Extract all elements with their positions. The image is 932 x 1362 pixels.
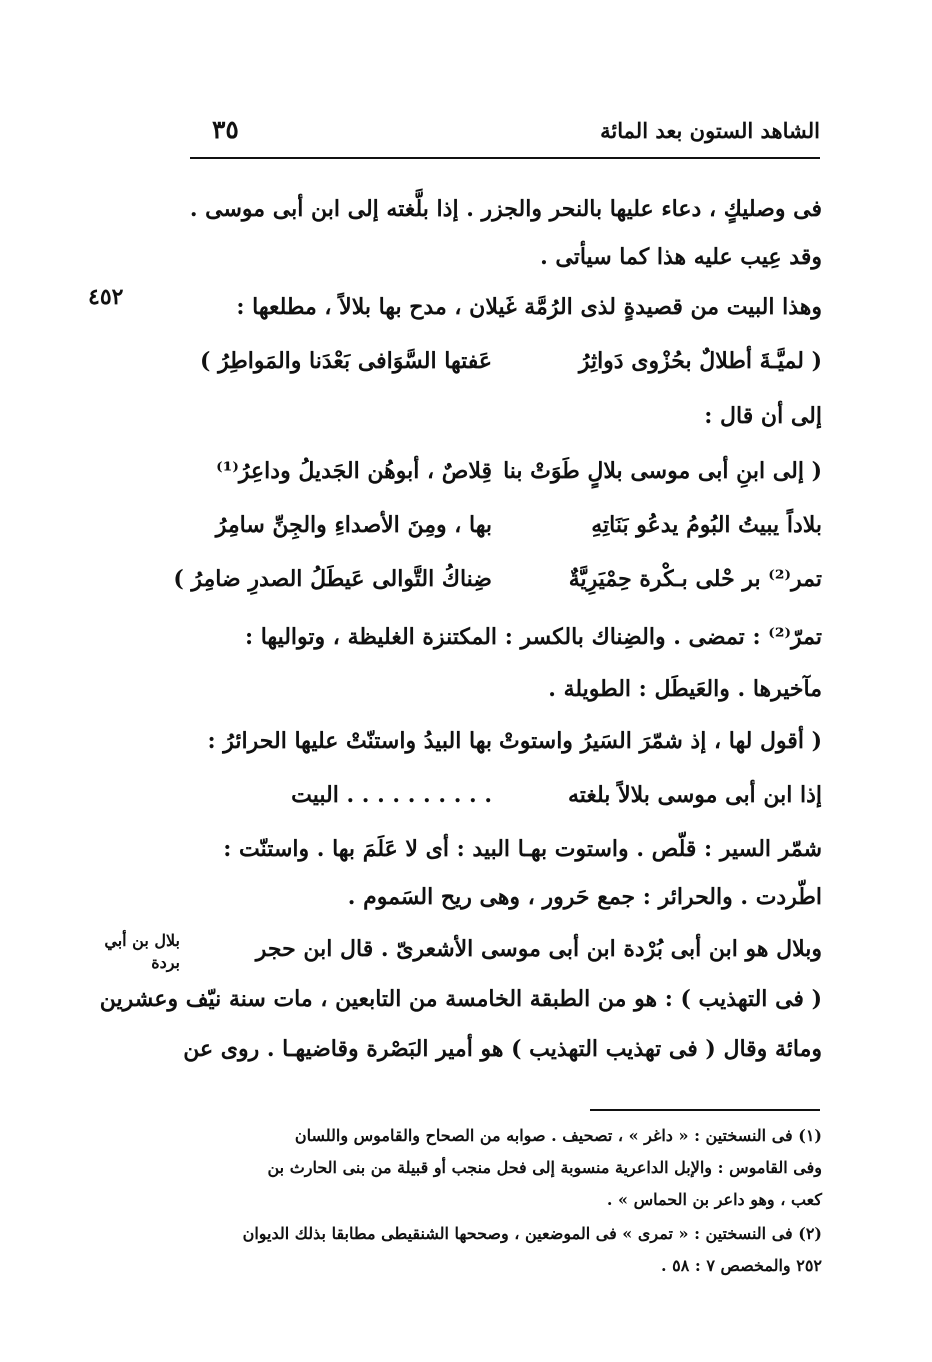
verse-hemistich-first: تمر⁽²⁾ بر حْلى بـكْرة حِمْيَرِيَّةٌ [568,566,822,592]
verse-hemistich-first: ( أقول لها ، إذ شمّرَ السَيرُ واستوتْ [499,728,822,754]
body-line: ومائة وقال ( فى تهذيب التهذيب ) هو أمير البَصْرة وقاضيهـا . روى عن [183,1036,822,1062]
body-line: وبلال هو ابن أبى بُرْدة ابن أبى موسى الأشعرىّ . قال ابن حجر [255,936,822,962]
footnote-line: وفى القاموس : والإبل الداعرية منسوبة إلى فحل منجب أو قبيلة من بنى الحارث بن [267,1158,822,1177]
body-line: فى وصليكٍ ، دعاء عليها بالنحر والجزر . إذا بلَّغته إلى ابن أبى موسى . [189,196,822,222]
page-number: ٣٥ [212,115,239,144]
footnote-rule [590,1109,820,1111]
verse-hemistich-first: بلاداً يبيتُ البُومُ يدعُو بَنَاتِهِ [591,512,822,538]
verse-hemistich-first: إذا ابن أبى موسى بلالاً بلغته [567,782,822,808]
margin-reference-number: ٤٥٢ [88,284,124,310]
verse-hemistich-first: ( إلى ابنِ أبى موسى بلالٍ طَوَتْ بنا [503,458,822,484]
running-header-title: الشاهد الستون بعد المائة [600,118,820,143]
body-line: وقد عِيب عليه هذا كما سيأتى . [540,244,822,270]
verse-hemistich-second: قِلاصٌ ، أبوهُن الجَديلُ وداعِرُ⁽¹⁾ [216,458,492,484]
body-line: إلى أن قال : [704,403,822,429]
gloss-line: اطّردت . والحرائر : جمع حَرور ، وهى ريح السَموم . [347,884,822,910]
verse-hemistich-second: ضِناكُ التَّوالى عَيطَلُ الصدرِ ضامِرُ ) [173,566,492,592]
verse-hemistich-second: . . . . . . . . . . البيت [291,782,492,808]
verse-hemistich-second: بها ، ومِنَ الأصداءِ والجِنِّ سامِرُ [215,512,492,538]
footnote-line: كعب ، وهو داعر بن الحماس » . [606,1190,822,1209]
footnote-line: ٢٥٢ والمخصص ٧ : ٥٨ . [661,1256,822,1275]
body-line: وهذا البيت من قصيدةٍ لذى الرُمَّة غَيلان ، مدح بها بلالاً ، مطلعها : [236,294,822,320]
gloss-line: تمرّ⁽²⁾ : تمضى . والضِناك بالكسر : المكتنزة الغليظة ، وتواليها : [244,624,822,650]
margin-note: بلال بن أبي بردة [104,931,180,972]
footnote-line: (١) فى النسختين : « داغر » ، تصحيف . صوابه من الصحاح والقاموس واللسان [294,1126,822,1145]
header-rule [190,157,820,159]
verse-hemistich-second: عَفتها السَّوَافى بَعْدَنا والمَواطِرُ ) [200,348,492,374]
verse-hemistich-second: بها البيدُ واستنّتْ عليها الحرائرُ : [207,728,492,754]
verse-hemistich-first: ( لميَّـةَ أطلالٌ بحُزْوى دَواثِرُ [578,348,822,374]
gloss-line: مآخيرها . والعَيطَل : الطويلة . [548,676,822,702]
body-line: ( فى التهذيب ) : هو من الطبقة الخامسة من التابعين ، مات سنة نيّف وعشرين [99,986,822,1012]
footnote-line: (٢) فى النسختين : « تمرى » فى الموضعين ، وصححها الشنقيطى مطابقا بذلك الديوان [242,1224,822,1243]
gloss-line: شمّر السير : قلّص . واستوت بهـا البيد : أى لا عَلَمَ بها . واستنّت : [223,836,822,862]
